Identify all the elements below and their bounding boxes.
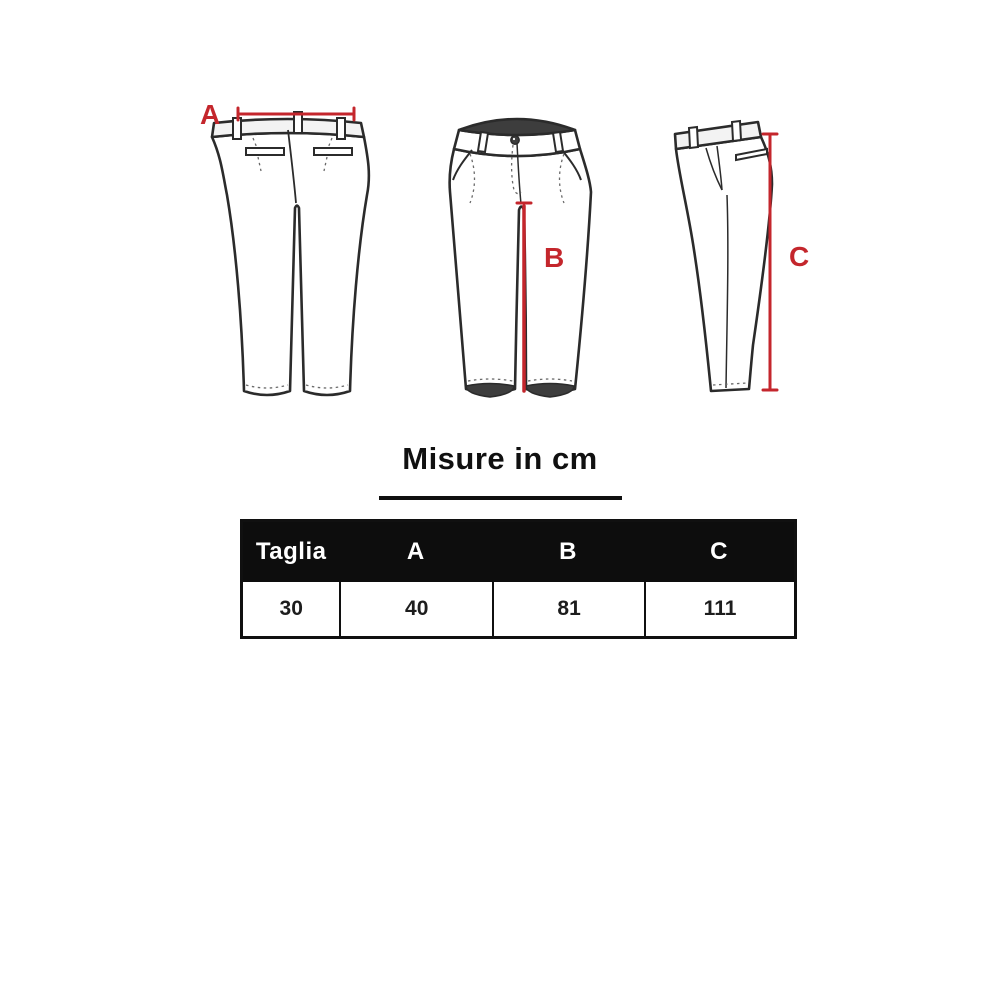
value-cell-b: 81 bbox=[492, 582, 644, 636]
size-table-header-row bbox=[243, 522, 794, 582]
header-cell-taglia: Taglia bbox=[255, 538, 327, 565]
title-underline bbox=[379, 496, 622, 500]
pants-front-button bbox=[511, 136, 519, 144]
value-cell-taglia: 30 bbox=[279, 597, 303, 620]
value-cell-c: 111 bbox=[644, 582, 794, 636]
header-cell-a: A bbox=[406, 538, 425, 565]
pants-back-view-drawing bbox=[198, 93, 378, 405]
measure-label-b: B bbox=[544, 242, 565, 273]
measure-label-c: C bbox=[789, 241, 810, 272]
header-cell-c: C bbox=[710, 538, 728, 565]
header-cell-b: B bbox=[559, 538, 577, 565]
pants-back-body bbox=[212, 119, 369, 395]
pants-front-hem-openings bbox=[466, 384, 574, 398]
pants-front-view-drawing bbox=[438, 95, 602, 405]
page-title: Misure in cm bbox=[402, 441, 598, 476]
measure-label-a: A bbox=[200, 99, 221, 130]
pants-side-body bbox=[675, 122, 772, 391]
value-cell-a: 40 bbox=[339, 582, 492, 636]
size-table bbox=[240, 519, 797, 639]
size-table-value-row bbox=[243, 582, 794, 636]
